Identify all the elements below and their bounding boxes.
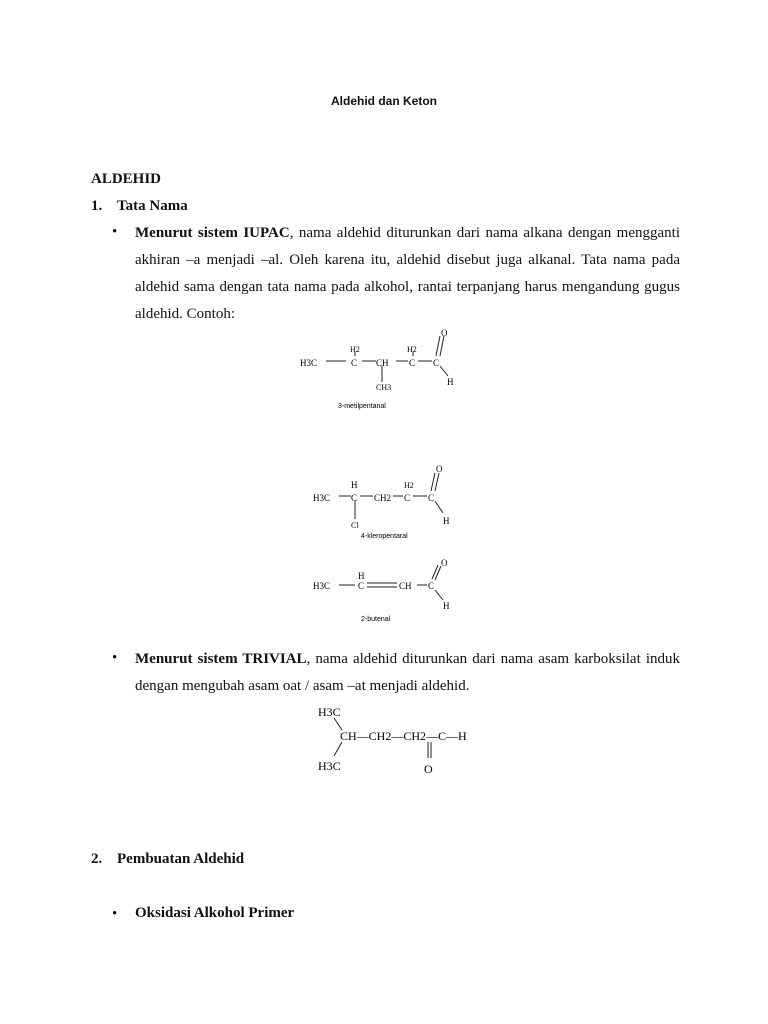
s1-caption: 3-metilpentanal [338, 403, 386, 410]
item-2-label: Pembuatan Aldehid [117, 851, 245, 867]
s3-c-b: C [428, 581, 435, 591]
structure-trivial-example [316, 700, 486, 778]
s2-cl: Cl [351, 521, 359, 530]
s1-h2-a: H2 [350, 345, 360, 354]
trivial-text: , nama aldehid diturunkan dari nama asam karboksilat induk dengan mengubah asam oat / asam –at menjadi aldehid. [135, 651, 680, 694]
s3-c-a: C [358, 581, 365, 591]
trivial-bold-label: Menurut sistem TRIVIAL [135, 651, 307, 667]
oksidasi-label: Oksidasi Alkohol Primer [135, 905, 295, 921]
s2-c-a: C [351, 493, 358, 503]
iupac-bold-label: Menurut sistem IUPAC [135, 225, 290, 241]
section-heading-aldehid: ALDEHID [91, 171, 162, 187]
s3-h: H [358, 571, 365, 581]
s3-caption: 2-butenal [361, 616, 391, 623]
s3-h-ald: H [443, 601, 450, 611]
structure-3-metilpentanal [300, 326, 500, 412]
s1-h2-b: H2 [407, 345, 417, 354]
s3-o: O [441, 558, 448, 568]
structure-4-kleropentaral [313, 461, 503, 545]
s4-chain: CH—CH2—CH2—C—H [340, 729, 467, 743]
s4-h3c-top: H3C [318, 705, 341, 719]
s2-h2: H2 [404, 481, 414, 490]
s1-ch: CH [376, 358, 389, 368]
s2-h3c: H3C [313, 493, 331, 503]
paragraph-trivial [135, 646, 680, 700]
bullet-oksidasi: • [112, 906, 118, 922]
s1-o: O [441, 328, 448, 338]
s1-c-b: C [409, 358, 416, 368]
s2-caption: 4-kleropentaral [361, 533, 408, 540]
s1-ch3: CH3 [376, 383, 392, 392]
s2-o: O [436, 464, 443, 474]
s1-h3c: H3C [300, 358, 318, 368]
s2-c-c: C [428, 493, 435, 503]
item-1-number: 1. [91, 198, 103, 214]
bullet-trivial: • [112, 650, 118, 666]
item-2-number: 2. [91, 851, 103, 867]
iupac-text: , nama aldehid diturunkan dari nama alkana dengan mengganti akhiran –a menjadi –al. Oleh karena itu, aldehid disebut juga alkanal. Tata nama pada aldehid sama dengan tata nama pada alkohol, rantai terpanjang harus mengandung gugus aldehid. Contoh: [135, 225, 681, 322]
s4-o: O [424, 762, 433, 776]
structure-2-butenal [313, 555, 493, 625]
s2-c-b: C [404, 493, 411, 503]
s2-h-ald: H [443, 516, 450, 526]
s2-h: H [351, 480, 358, 490]
s3-ch: CH [399, 581, 412, 591]
s4-h3c-bottom: H3C [318, 759, 341, 773]
s2-ch2: CH2 [374, 493, 392, 503]
s1-c-a: C [351, 358, 358, 368]
bullet-iupac: • [112, 224, 118, 240]
document-title: Aldehid dan Keton [331, 94, 437, 108]
s3-h3c: H3C [313, 581, 331, 591]
s1-h: H [447, 377, 454, 387]
item-1-label: Tata Nama [117, 198, 188, 214]
s1-c-c: C [433, 358, 440, 368]
paragraph-iupac [135, 220, 680, 328]
